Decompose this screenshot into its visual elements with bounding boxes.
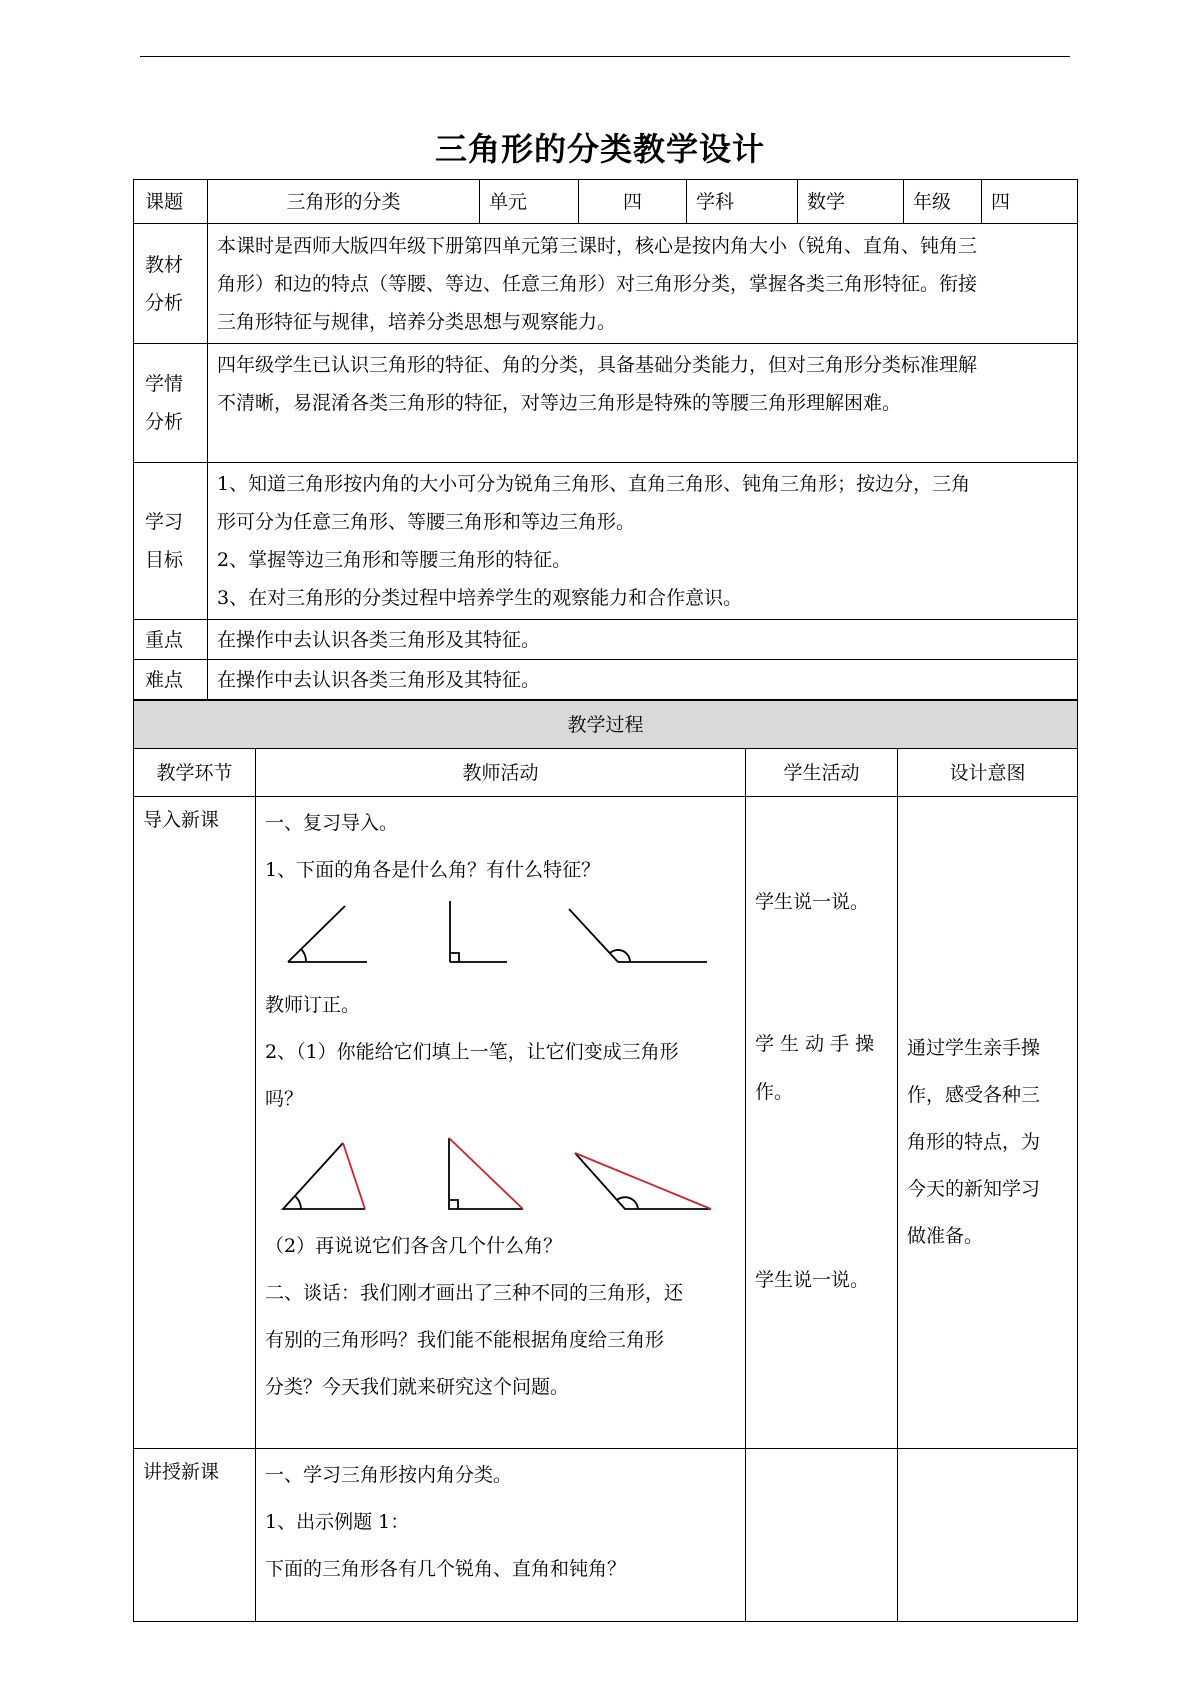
process-row-new-lesson xyxy=(134,1449,1078,1622)
topic-value: 三角形的分类 xyxy=(208,180,480,224)
info-row xyxy=(134,180,1078,224)
teacher-activity xyxy=(256,1449,746,1622)
student-line: 作。 xyxy=(755,1081,794,1103)
section-text: 在操作中去认识各类三角形及其特征。 xyxy=(208,660,1078,700)
info-table xyxy=(133,179,1078,700)
text-line: 教师订正。 xyxy=(265,994,361,1016)
label-line: 学情 xyxy=(145,373,184,395)
triangles-figure xyxy=(265,1123,735,1223)
text-line: 做准备。 xyxy=(907,1225,984,1247)
student-line: 学 生 动 手 操 xyxy=(755,1033,875,1055)
stage-name: 导入新课 xyxy=(134,797,256,1449)
label-line: 目标 xyxy=(145,549,184,571)
obtuse-angle xyxy=(569,909,707,962)
obtuse-triangle xyxy=(575,1153,711,1209)
text-line: 2、（1）你能给它们填上一笔，让它们变成三角形 xyxy=(265,1041,679,1063)
text-line: 分类？今天我们就来研究这个问题。 xyxy=(265,1376,570,1398)
text-line: 形可分为任意三角形、等腰三角形和等边三角形。 xyxy=(217,511,636,533)
topic-label: 课题 xyxy=(134,180,208,224)
text-line: 一、学习三角形按内角分类。 xyxy=(265,1464,513,1486)
process-row-intro xyxy=(134,797,1078,1449)
right-angle xyxy=(450,901,507,962)
design-intent xyxy=(898,797,1078,1449)
text-line: 作，感受各种三 xyxy=(907,1084,1041,1106)
grade-value: 四 xyxy=(982,180,1078,224)
label-line: 分析 xyxy=(145,411,184,433)
student-activity xyxy=(746,1449,898,1622)
grade-label: 年级 xyxy=(904,180,982,224)
section-row-difficulty xyxy=(134,660,1078,700)
document-title: 三角形的分类教学设计 xyxy=(434,130,765,168)
acute-angle xyxy=(288,906,367,962)
process-header: 教学过程 xyxy=(134,701,1078,749)
section-row-students xyxy=(134,344,1078,463)
text-line: 本课时是西师大版四年级下册第四单元第三课时，核心是按内角大小（锐角、直角、钝角三 xyxy=(217,234,978,257)
text-line: （2）再说说它们各含几个什么角？ xyxy=(265,1235,563,1257)
text-line: 不清晰，易混淆各类三角形的特征，对等边三角形是特殊的等腰三角形理解困难。 xyxy=(217,392,902,414)
angles-figure xyxy=(265,894,735,982)
section-text xyxy=(208,224,1078,344)
section-text: 在操作中去认识各类三角形及其特征。 xyxy=(208,620,1078,660)
column-header: 学生活动 xyxy=(746,749,898,797)
section-label: 重点 xyxy=(134,620,208,660)
column-header: 教学环节 xyxy=(134,749,256,797)
text-line: 2、掌握等边三角形和等腰三角形的特征。 xyxy=(217,549,572,571)
acute-triangle xyxy=(283,1143,365,1209)
text-line: 角形）和边的特点（等腰、等边、任意三角形）对三角形分类，掌握各类三角形特征。衔接 xyxy=(217,272,978,295)
stage-name: 讲授新课 xyxy=(134,1449,256,1622)
section-label xyxy=(134,224,208,344)
section-text xyxy=(208,344,1078,463)
text-line: 1、出示例题 1： xyxy=(265,1511,410,1533)
label-line: 分析 xyxy=(145,291,184,314)
process-columns xyxy=(134,749,1078,797)
process-table xyxy=(133,700,1078,1622)
text-line: 下面的三角形各有几个锐角、直角和钝角？ xyxy=(265,1558,627,1580)
section-label xyxy=(134,344,208,463)
intent-text xyxy=(907,1025,1068,1260)
unit-label: 单元 xyxy=(480,180,579,224)
section-row-goals xyxy=(134,463,1078,620)
text-line: 四年级学生已认识三角形的特征、角的分类，具备基础分类能力，但对三角形分类标准理解 xyxy=(217,354,978,376)
design-intent xyxy=(898,1449,1078,1622)
unit-value: 四 xyxy=(579,180,687,224)
section-label xyxy=(134,463,208,620)
text-line: 3、在对三角形的分类过程中培养学生的观察能力和合作意识。 xyxy=(217,587,743,609)
text-line: 二、谈话：我们刚才画出了三种不同的三角形，还 xyxy=(265,1282,684,1304)
section-row-key xyxy=(134,620,1078,660)
column-header: 设计意图 xyxy=(898,749,1078,797)
label-line: 教材 xyxy=(145,253,184,276)
text-line: 一、复习导入。 xyxy=(265,812,399,834)
text-line: 三角形特征与规律，培养分类思想与观察能力。 xyxy=(217,310,617,333)
teacher-activity xyxy=(256,797,746,1449)
section-text xyxy=(208,463,1078,620)
text-line: 吗？ xyxy=(265,1088,304,1110)
section-label: 难点 xyxy=(134,660,208,700)
text-line: 角形的特点，为 xyxy=(907,1131,1041,1153)
subject-value: 数学 xyxy=(798,180,904,224)
text-line: 今天的新知学习 xyxy=(907,1178,1041,1200)
subject-label: 学科 xyxy=(687,180,798,224)
student-line: 学生说一说。 xyxy=(755,891,870,913)
section-row-material xyxy=(134,224,1078,344)
text-line: 1、下面的角各是什么角？有什么特征？ xyxy=(265,859,601,881)
label-line: 学习 xyxy=(145,511,184,533)
text-line: 通过学生亲手操 xyxy=(907,1037,1041,1059)
right-triangle xyxy=(449,1138,523,1209)
column-header: 教师活动 xyxy=(256,749,746,797)
text-line: 有别的三角形吗？我们能不能根据角度给三角形 xyxy=(265,1329,665,1351)
header-rule xyxy=(140,56,1070,57)
student-activity xyxy=(746,797,898,1449)
text-line: 1、知道三角形按内角的大小可分为锐角三角形、直角三角形、钝角三角形；按边分，三角 xyxy=(217,473,971,495)
student-line: 学生说一说。 xyxy=(755,1269,870,1291)
